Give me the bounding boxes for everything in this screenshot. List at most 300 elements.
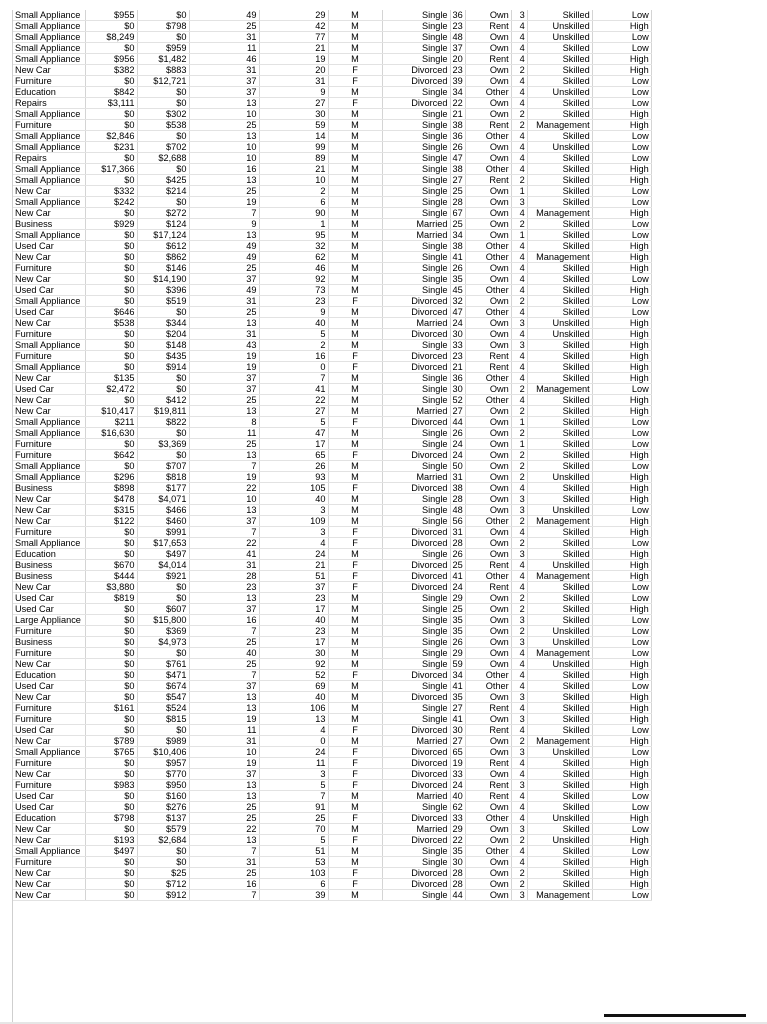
cell-savings[interactable]: $0 — [137, 582, 189, 593]
cell-housing[interactable]: Own — [465, 879, 511, 890]
cell-job[interactable]: Skilled — [527, 131, 592, 142]
cell-job[interactable]: Management — [527, 648, 592, 659]
cell-age[interactable]: 30 — [259, 648, 328, 659]
cell-existing_credits[interactable]: 4 — [511, 769, 527, 780]
cell-job[interactable]: Skilled — [527, 791, 592, 802]
cell-savings[interactable]: $991 — [137, 527, 189, 538]
cell-risk[interactable]: High — [592, 659, 651, 670]
cell-age[interactable]: 17 — [259, 637, 328, 648]
cell-purpose[interactable]: Used Car — [13, 604, 85, 615]
cell-housing[interactable]: Own — [465, 384, 511, 395]
cell-gender[interactable]: M — [328, 153, 382, 164]
cell-existing_credits[interactable]: 2 — [511, 516, 527, 527]
cell-dependents_or_years[interactable]: 41 — [450, 571, 465, 582]
cell-risk[interactable]: Low — [592, 824, 651, 835]
cell-gender[interactable]: M — [328, 230, 382, 241]
cell-job[interactable]: Skilled — [527, 483, 592, 494]
cell-gender[interactable]: F — [328, 725, 382, 736]
cell-marital[interactable]: Single — [382, 186, 450, 197]
cell-existing_credits[interactable]: 4 — [511, 560, 527, 571]
cell-risk[interactable]: Low — [592, 725, 651, 736]
cell-savings[interactable]: $524 — [137, 703, 189, 714]
cell-housing[interactable]: Own — [465, 494, 511, 505]
cell-marital[interactable]: Single — [382, 252, 450, 263]
cell-risk[interactable]: Low — [592, 538, 651, 549]
cell-gender[interactable]: M — [328, 692, 382, 703]
cell-months_loan[interactable]: 10 — [189, 109, 259, 120]
cell-gender[interactable]: M — [328, 857, 382, 868]
cell-risk[interactable]: High — [592, 263, 651, 274]
cell-risk[interactable]: High — [592, 351, 651, 362]
cell-job[interactable]: Unskilled — [527, 747, 592, 758]
cell-risk[interactable]: High — [592, 318, 651, 329]
cell-age[interactable]: 42 — [259, 21, 328, 32]
cell-risk[interactable]: Low — [592, 142, 651, 153]
cell-gender[interactable]: M — [328, 318, 382, 329]
cell-dependents_or_years[interactable]: 31 — [450, 527, 465, 538]
cell-purpose[interactable]: Small Appliance — [13, 32, 85, 43]
cell-checking[interactable]: $8,249 — [85, 32, 137, 43]
cell-gender[interactable]: M — [328, 43, 382, 54]
cell-gender[interactable]: M — [328, 593, 382, 604]
cell-housing[interactable]: Own — [465, 230, 511, 241]
cell-job[interactable]: Skilled — [527, 582, 592, 593]
cell-job[interactable]: Skilled — [527, 65, 592, 76]
cell-marital[interactable]: Single — [382, 197, 450, 208]
cell-marital[interactable]: Single — [382, 846, 450, 857]
cell-existing_credits[interactable]: 4 — [511, 43, 527, 54]
cell-existing_credits[interactable]: 4 — [511, 725, 527, 736]
cell-housing[interactable]: Own — [465, 714, 511, 725]
cell-purpose[interactable]: New Car — [13, 505, 85, 516]
cell-months_loan[interactable]: 13 — [189, 98, 259, 109]
cell-job[interactable]: Skilled — [527, 681, 592, 692]
cell-age[interactable]: 40 — [259, 494, 328, 505]
cell-savings[interactable]: $761 — [137, 659, 189, 670]
cell-gender[interactable]: M — [328, 505, 382, 516]
cell-checking[interactable]: $0 — [85, 120, 137, 131]
cell-checking[interactable]: $0 — [85, 604, 137, 615]
cell-existing_credits[interactable]: 4 — [511, 703, 527, 714]
cell-job[interactable]: Skilled — [527, 670, 592, 681]
cell-checking[interactable]: $0 — [85, 241, 137, 252]
cell-months_loan[interactable]: 19 — [189, 714, 259, 725]
cell-months_loan[interactable]: 25 — [189, 120, 259, 131]
cell-age[interactable]: 21 — [259, 560, 328, 571]
cell-gender[interactable]: M — [328, 109, 382, 120]
cell-marital[interactable]: Divorced — [382, 758, 450, 769]
cell-months_loan[interactable]: 37 — [189, 681, 259, 692]
cell-checking[interactable]: $0 — [85, 714, 137, 725]
cell-savings[interactable]: $2,684 — [137, 835, 189, 846]
cell-job[interactable]: Skilled — [527, 692, 592, 703]
cell-months_loan[interactable]: 13 — [189, 505, 259, 516]
cell-marital[interactable]: Single — [382, 681, 450, 692]
cell-risk[interactable]: High — [592, 670, 651, 681]
cell-dependents_or_years[interactable]: 56 — [450, 516, 465, 527]
cell-dependents_or_years[interactable]: 24 — [450, 582, 465, 593]
cell-purpose[interactable]: New Car — [13, 274, 85, 285]
cell-age[interactable]: 21 — [259, 43, 328, 54]
cell-marital[interactable]: Married — [382, 736, 450, 747]
cell-marital[interactable]: Single — [382, 87, 450, 98]
cell-savings[interactable]: $148 — [137, 340, 189, 351]
cell-risk[interactable]: Low — [592, 417, 651, 428]
cell-checking[interactable]: $10,417 — [85, 406, 137, 417]
cell-marital[interactable]: Divorced — [382, 329, 450, 340]
cell-savings[interactable]: $0 — [137, 131, 189, 142]
cell-age[interactable]: 52 — [259, 670, 328, 681]
cell-job[interactable]: Skilled — [527, 197, 592, 208]
cell-dependents_or_years[interactable]: 19 — [450, 758, 465, 769]
cell-dependents_or_years[interactable]: 28 — [450, 538, 465, 549]
cell-savings[interactable]: $302 — [137, 109, 189, 120]
cell-purpose[interactable]: Business — [13, 219, 85, 230]
cell-months_loan[interactable]: 10 — [189, 747, 259, 758]
spreadsheet-grid[interactable] — [13, 10, 652, 901]
cell-housing[interactable]: Own — [465, 439, 511, 450]
cell-age[interactable]: 30 — [259, 109, 328, 120]
cell-age[interactable]: 6 — [259, 879, 328, 890]
cell-job[interactable]: Skilled — [527, 417, 592, 428]
cell-age[interactable]: 19 — [259, 54, 328, 65]
cell-dependents_or_years[interactable]: 30 — [450, 384, 465, 395]
cell-job[interactable]: Skilled — [527, 406, 592, 417]
cell-marital[interactable]: Divorced — [382, 362, 450, 373]
cell-months_loan[interactable]: 31 — [189, 736, 259, 747]
cell-gender[interactable]: M — [328, 285, 382, 296]
cell-risk[interactable]: Low — [592, 197, 651, 208]
cell-purpose[interactable]: Used Car — [13, 802, 85, 813]
cell-checking[interactable]: $0 — [85, 395, 137, 406]
cell-months_loan[interactable]: 11 — [189, 725, 259, 736]
cell-risk[interactable]: Low — [592, 428, 651, 439]
cell-months_loan[interactable]: 22 — [189, 824, 259, 835]
cell-purpose[interactable]: Business — [13, 571, 85, 582]
cell-checking[interactable]: $0 — [85, 208, 137, 219]
cell-housing[interactable]: Other — [465, 516, 511, 527]
cell-housing[interactable]: Own — [465, 417, 511, 428]
cell-checking[interactable]: $2,472 — [85, 384, 137, 395]
cell-checking[interactable]: $0 — [85, 461, 137, 472]
cell-dependents_or_years[interactable]: 28 — [450, 197, 465, 208]
cell-existing_credits[interactable]: 4 — [511, 362, 527, 373]
cell-checking[interactable]: $642 — [85, 450, 137, 461]
cell-job[interactable]: Management — [527, 120, 592, 131]
cell-housing[interactable]: Own — [465, 692, 511, 703]
cell-risk[interactable]: High — [592, 164, 651, 175]
cell-existing_credits[interactable]: 2 — [511, 175, 527, 186]
cell-dependents_or_years[interactable]: 47 — [450, 307, 465, 318]
cell-age[interactable]: 9 — [259, 87, 328, 98]
cell-marital[interactable]: Single — [382, 10, 450, 21]
cell-gender[interactable]: M — [328, 472, 382, 483]
cell-age[interactable]: 59 — [259, 120, 328, 131]
cell-housing[interactable]: Own — [465, 835, 511, 846]
cell-checking[interactable]: $332 — [85, 186, 137, 197]
cell-age[interactable]: 46 — [259, 263, 328, 274]
cell-risk[interactable]: Low — [592, 439, 651, 450]
cell-checking[interactable]: $0 — [85, 549, 137, 560]
cell-housing[interactable]: Own — [465, 890, 511, 901]
cell-housing[interactable]: Own — [465, 43, 511, 54]
cell-purpose[interactable]: Furniture — [13, 450, 85, 461]
cell-checking[interactable]: $0 — [85, 109, 137, 120]
cell-dependents_or_years[interactable]: 33 — [450, 340, 465, 351]
cell-checking[interactable]: $296 — [85, 472, 137, 483]
cell-gender[interactable]: M — [328, 175, 382, 186]
cell-checking[interactable]: $0 — [85, 439, 137, 450]
cell-existing_credits[interactable]: 1 — [511, 417, 527, 428]
cell-months_loan[interactable]: 7 — [189, 846, 259, 857]
cell-age[interactable]: 105 — [259, 483, 328, 494]
cell-housing[interactable]: Other — [465, 670, 511, 681]
cell-housing[interactable]: Rent — [465, 725, 511, 736]
cell-marital[interactable]: Single — [382, 153, 450, 164]
cell-gender[interactable]: F — [328, 351, 382, 362]
cell-savings[interactable]: $146 — [137, 263, 189, 274]
cell-housing[interactable]: Other — [465, 846, 511, 857]
cell-risk[interactable]: High — [592, 109, 651, 120]
cell-housing[interactable]: Other — [465, 395, 511, 406]
cell-existing_credits[interactable]: 3 — [511, 340, 527, 351]
cell-purpose[interactable]: Business — [13, 483, 85, 494]
cell-existing_credits[interactable]: 4 — [511, 274, 527, 285]
cell-dependents_or_years[interactable]: 30 — [450, 725, 465, 736]
cell-savings[interactable]: $702 — [137, 142, 189, 153]
cell-age[interactable]: 1 — [259, 219, 328, 230]
cell-existing_credits[interactable]: 2 — [511, 296, 527, 307]
cell-age[interactable]: 106 — [259, 703, 328, 714]
cell-risk[interactable]: High — [592, 54, 651, 65]
cell-age[interactable]: 9 — [259, 307, 328, 318]
cell-gender[interactable]: M — [328, 340, 382, 351]
cell-savings[interactable]: $160 — [137, 791, 189, 802]
cell-job[interactable]: Skilled — [527, 780, 592, 791]
cell-existing_credits[interactable]: 3 — [511, 494, 527, 505]
cell-existing_credits[interactable]: 3 — [511, 637, 527, 648]
cell-marital[interactable]: Single — [382, 857, 450, 868]
cell-purpose[interactable]: New Car — [13, 208, 85, 219]
cell-dependents_or_years[interactable]: 41 — [450, 681, 465, 692]
cell-purpose[interactable]: Small Appliance — [13, 142, 85, 153]
cell-dependents_or_years[interactable]: 26 — [450, 263, 465, 274]
cell-purpose[interactable]: New Car — [13, 252, 85, 263]
cell-months_loan[interactable]: 25 — [189, 659, 259, 670]
cell-months_loan[interactable]: 49 — [189, 285, 259, 296]
cell-checking[interactable]: $0 — [85, 175, 137, 186]
cell-checking[interactable]: $0 — [85, 230, 137, 241]
cell-checking[interactable]: $3,880 — [85, 582, 137, 593]
cell-marital[interactable]: Single — [382, 285, 450, 296]
cell-purpose[interactable]: New Car — [13, 494, 85, 505]
cell-housing[interactable]: Own — [465, 659, 511, 670]
cell-savings[interactable]: $674 — [137, 681, 189, 692]
cell-purpose[interactable]: New Car — [13, 659, 85, 670]
cell-savings[interactable]: $0 — [137, 648, 189, 659]
cell-risk[interactable]: High — [592, 406, 651, 417]
cell-purpose[interactable]: Repairs — [13, 98, 85, 109]
cell-dependents_or_years[interactable]: 26 — [450, 142, 465, 153]
cell-dependents_or_years[interactable]: 31 — [450, 472, 465, 483]
cell-purpose[interactable]: New Car — [13, 824, 85, 835]
cell-checking[interactable]: $0 — [85, 659, 137, 670]
cell-savings[interactable]: $957 — [137, 758, 189, 769]
cell-dependents_or_years[interactable]: 47 — [450, 153, 465, 164]
cell-risk[interactable]: Low — [592, 890, 651, 901]
cell-dependents_or_years[interactable]: 23 — [450, 351, 465, 362]
cell-marital[interactable]: Single — [382, 263, 450, 274]
cell-months_loan[interactable]: 13 — [189, 450, 259, 461]
cell-gender[interactable]: F — [328, 362, 382, 373]
cell-checking[interactable]: $211 — [85, 417, 137, 428]
cell-age[interactable]: 0 — [259, 736, 328, 747]
cell-marital[interactable]: Divorced — [382, 450, 450, 461]
cell-purpose[interactable]: Furniture — [13, 351, 85, 362]
cell-purpose[interactable]: Business — [13, 560, 85, 571]
cell-job[interactable]: Management — [527, 208, 592, 219]
cell-age[interactable]: 23 — [259, 626, 328, 637]
cell-housing[interactable]: Rent — [465, 120, 511, 131]
cell-risk[interactable]: Low — [592, 307, 651, 318]
cell-dependents_or_years[interactable]: 38 — [450, 483, 465, 494]
cell-gender[interactable]: M — [328, 824, 382, 835]
cell-months_loan[interactable]: 25 — [189, 21, 259, 32]
cell-months_loan[interactable]: 31 — [189, 296, 259, 307]
cell-marital[interactable]: Single — [382, 208, 450, 219]
cell-housing[interactable]: Other — [465, 164, 511, 175]
cell-existing_credits[interactable]: 3 — [511, 615, 527, 626]
cell-savings[interactable]: $989 — [137, 736, 189, 747]
cell-housing[interactable]: Rent — [465, 351, 511, 362]
cell-dependents_or_years[interactable]: 24 — [450, 318, 465, 329]
cell-job[interactable]: Skilled — [527, 879, 592, 890]
cell-gender[interactable]: M — [328, 648, 382, 659]
cell-housing[interactable]: Own — [465, 274, 511, 285]
cell-gender[interactable]: M — [328, 659, 382, 670]
cell-gender[interactable]: M — [328, 637, 382, 648]
cell-checking[interactable]: $538 — [85, 318, 137, 329]
cell-gender[interactable]: M — [328, 263, 382, 274]
cell-purpose[interactable]: Furniture — [13, 439, 85, 450]
cell-job[interactable]: Unskilled — [527, 329, 592, 340]
cell-purpose[interactable]: Furniture — [13, 120, 85, 131]
cell-risk[interactable]: High — [592, 813, 651, 824]
cell-age[interactable]: 32 — [259, 241, 328, 252]
cell-age[interactable]: 77 — [259, 32, 328, 43]
cell-age[interactable]: 5 — [259, 780, 328, 791]
cell-purpose[interactable]: Small Appliance — [13, 131, 85, 142]
cell-checking[interactable]: $0 — [85, 670, 137, 681]
cell-months_loan[interactable]: 19 — [189, 758, 259, 769]
cell-job[interactable]: Skilled — [527, 549, 592, 560]
cell-age[interactable]: 2 — [259, 340, 328, 351]
cell-gender[interactable]: F — [328, 868, 382, 879]
cell-job[interactable]: Skilled — [527, 846, 592, 857]
cell-months_loan[interactable]: 31 — [189, 329, 259, 340]
cell-job[interactable]: Unskilled — [527, 318, 592, 329]
cell-savings[interactable]: $4,071 — [137, 494, 189, 505]
cell-marital[interactable]: Single — [382, 637, 450, 648]
cell-dependents_or_years[interactable]: 25 — [450, 219, 465, 230]
cell-age[interactable]: 29 — [259, 10, 328, 21]
cell-existing_credits[interactable]: 4 — [511, 263, 527, 274]
cell-existing_credits[interactable]: 4 — [511, 87, 527, 98]
cell-months_loan[interactable]: 25 — [189, 802, 259, 813]
cell-dependents_or_years[interactable]: 28 — [450, 494, 465, 505]
cell-months_loan[interactable]: 23 — [189, 582, 259, 593]
cell-checking[interactable]: $0 — [85, 725, 137, 736]
cell-existing_credits[interactable]: 4 — [511, 813, 527, 824]
cell-dependents_or_years[interactable]: 32 — [450, 296, 465, 307]
cell-dependents_or_years[interactable]: 45 — [450, 285, 465, 296]
cell-purpose[interactable]: Repairs — [13, 153, 85, 164]
cell-existing_credits[interactable]: 4 — [511, 329, 527, 340]
cell-age[interactable]: 47 — [259, 428, 328, 439]
cell-risk[interactable]: High — [592, 450, 651, 461]
cell-existing_credits[interactable]: 2 — [511, 538, 527, 549]
cell-existing_credits[interactable]: 2 — [511, 835, 527, 846]
cell-gender[interactable]: M — [328, 10, 382, 21]
cell-checking[interactable]: $382 — [85, 65, 137, 76]
cell-age[interactable]: 16 — [259, 351, 328, 362]
cell-purpose[interactable]: Small Appliance — [13, 296, 85, 307]
cell-checking[interactable]: $0 — [85, 538, 137, 549]
cell-dependents_or_years[interactable]: 25 — [450, 186, 465, 197]
cell-purpose[interactable]: Small Appliance — [13, 54, 85, 65]
cell-dependents_or_years[interactable]: 26 — [450, 549, 465, 560]
cell-housing[interactable]: Other — [465, 373, 511, 384]
cell-existing_credits[interactable]: 2 — [511, 120, 527, 131]
cell-marital[interactable]: Divorced — [382, 76, 450, 87]
cell-gender[interactable]: F — [328, 582, 382, 593]
cell-housing[interactable]: Own — [465, 450, 511, 461]
cell-checking[interactable]: $16,630 — [85, 428, 137, 439]
cell-risk[interactable]: Low — [592, 131, 651, 142]
cell-gender[interactable]: M — [328, 329, 382, 340]
cell-housing[interactable]: Own — [465, 296, 511, 307]
cell-housing[interactable]: Rent — [465, 703, 511, 714]
cell-marital[interactable]: Single — [382, 131, 450, 142]
cell-dependents_or_years[interactable]: 62 — [450, 802, 465, 813]
cell-job[interactable]: Skilled — [527, 758, 592, 769]
cell-risk[interactable]: High — [592, 527, 651, 538]
cell-checking[interactable]: $0 — [85, 868, 137, 879]
cell-housing[interactable]: Own — [465, 802, 511, 813]
cell-months_loan[interactable]: 31 — [189, 65, 259, 76]
cell-marital[interactable]: Single — [382, 648, 450, 659]
cell-housing[interactable]: Own — [465, 615, 511, 626]
cell-existing_credits[interactable]: 4 — [511, 670, 527, 681]
cell-existing_credits[interactable]: 4 — [511, 681, 527, 692]
cell-purpose[interactable]: Small Appliance — [13, 538, 85, 549]
cell-age[interactable]: 3 — [259, 527, 328, 538]
cell-months_loan[interactable]: 8 — [189, 417, 259, 428]
cell-existing_credits[interactable]: 3 — [511, 714, 527, 725]
cell-housing[interactable]: Rent — [465, 175, 511, 186]
cell-housing[interactable]: Own — [465, 153, 511, 164]
cell-age[interactable]: 7 — [259, 791, 328, 802]
cell-gender[interactable]: M — [328, 307, 382, 318]
cell-months_loan[interactable]: 19 — [189, 197, 259, 208]
cell-housing[interactable]: Rent — [465, 582, 511, 593]
cell-purpose[interactable]: New Car — [13, 186, 85, 197]
cell-checking[interactable]: $135 — [85, 373, 137, 384]
cell-savings[interactable]: $950 — [137, 780, 189, 791]
cell-job[interactable]: Skilled — [527, 186, 592, 197]
cell-marital[interactable]: Divorced — [382, 813, 450, 824]
cell-purpose[interactable]: Used Car — [13, 791, 85, 802]
